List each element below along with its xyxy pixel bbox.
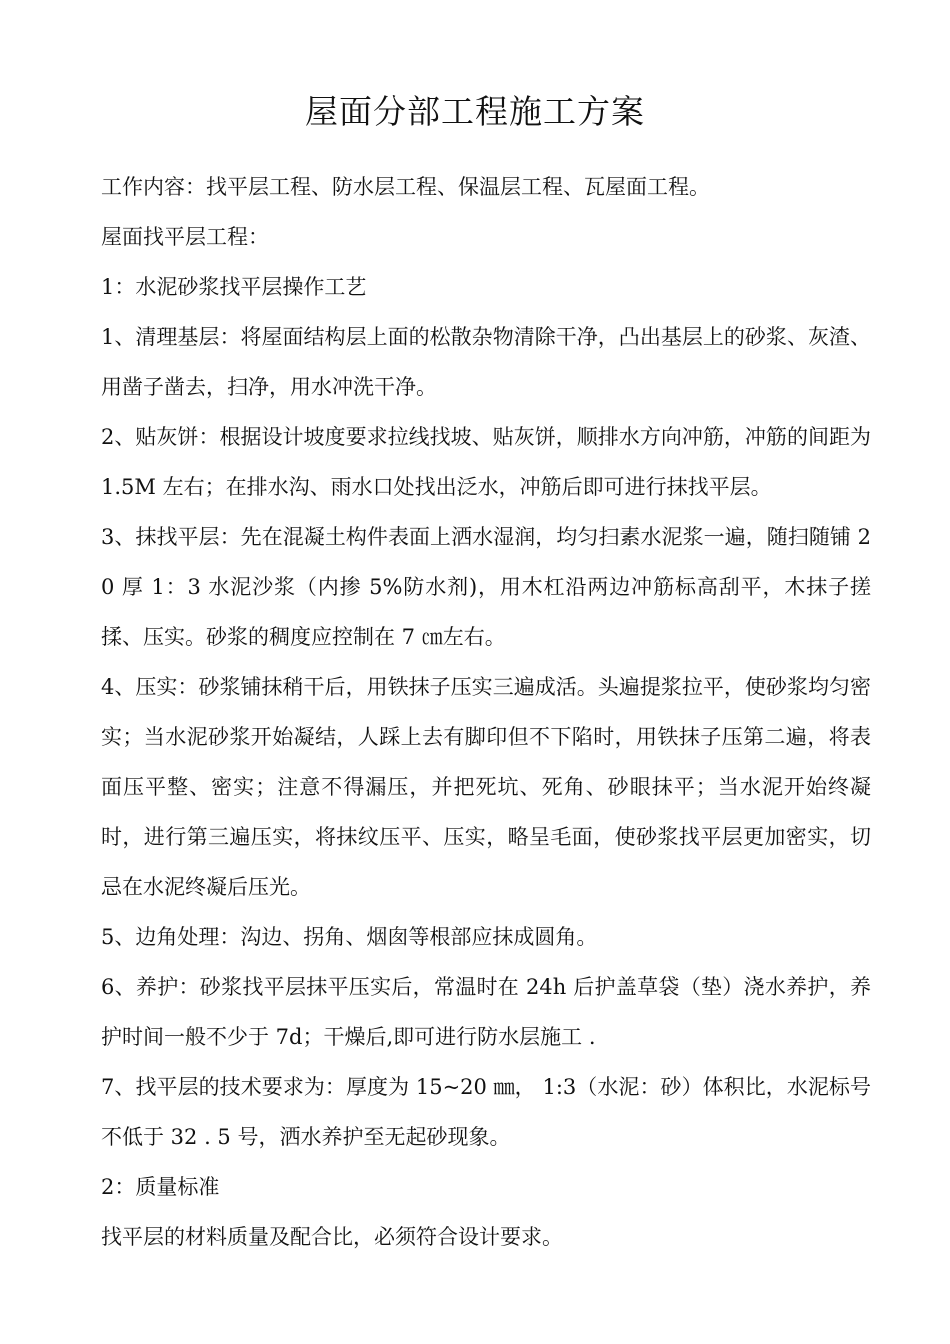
paragraph-step-7: 7、找平层的技术要求为：厚度为 15~20 ㎜， 1:3（水泥：砂）体积比，水泥标号不低于 32 . 5 号，洒水养护至无起砂现象。	[101, 1075, 871, 1149]
paragraph-quality-requirement: 找平层的材料质量及配合比，必须符合设计要求。	[101, 1225, 563, 1249]
paragraph-step-5: 5、边角处理：沟边、拐角、烟囱等根部应抹成圆角。	[101, 925, 598, 949]
paragraph-subsection-process: 1：水泥砂浆找平层操作工艺	[101, 275, 367, 299]
paragraph-step-4: 4、压实：砂浆铺抹稍干后，用铁抹子压实三遍成活。头遍提浆拉平，使砂浆均匀密实；当水泥砂浆开始凝结，人踩上去有脚印但不下陷时，用铁抹子压第二遍，将表面压平整、密实；注意不得漏压，并把死坑、死角、砂眼抹平；当水泥开始终凝时，进行第三遍压实，将抹纹压平、压实，略呈毛面，使砂浆找平层更加密实，切忌在水泥终凝后压光。	[101, 675, 871, 899]
paragraph-section-heading: 屋面找平层工程：	[101, 225, 269, 249]
paragraph-subsection-quality: 2：质量标准	[101, 1175, 220, 1199]
paragraph-work-content: 工作内容：找平层工程、防水层工程、保温层工程、瓦屋面工程。	[101, 175, 710, 199]
paragraph-step-2: 2、贴灰饼：根据设计坡度要求拉线找坡、贴灰饼，顺排水方向冲筋，冲筋的间距为 1.5M 左右；在排水沟、雨水口处找出泛水，冲筋后即可进行抹找平层。	[101, 425, 871, 499]
paragraph-step-6: 6、养护：砂浆找平层抹平压实后，常温时在 24h 后护盖草袋（垫）浇水养护，养护时间一般不少于 7d；干燥后,即可进行防水层施工 .	[101, 975, 871, 1049]
document-title: 屋面分部工程施工方案	[305, 92, 645, 131]
document-body	[101, 162, 871, 1262]
paragraph-step-3: 3、抹找平层：先在混凝土构件表面上洒水湿润，均匀扫素水泥浆一遍，随扫随铺 20 厚 1：3 水泥沙浆（内掺 5%防水剂)，用木杠沿两边冲筋标高刮平，木抹子搓揉、压实。砂浆的稠度应控制在 7 ㎝左右。	[101, 525, 871, 649]
paragraph-step-1: 1、清理基层：将屋面结构层上面的松散杂物清除干净，凸出基层上的砂浆、灰渣、用凿子凿去，扫净，用水冲洗干净。	[101, 325, 871, 399]
